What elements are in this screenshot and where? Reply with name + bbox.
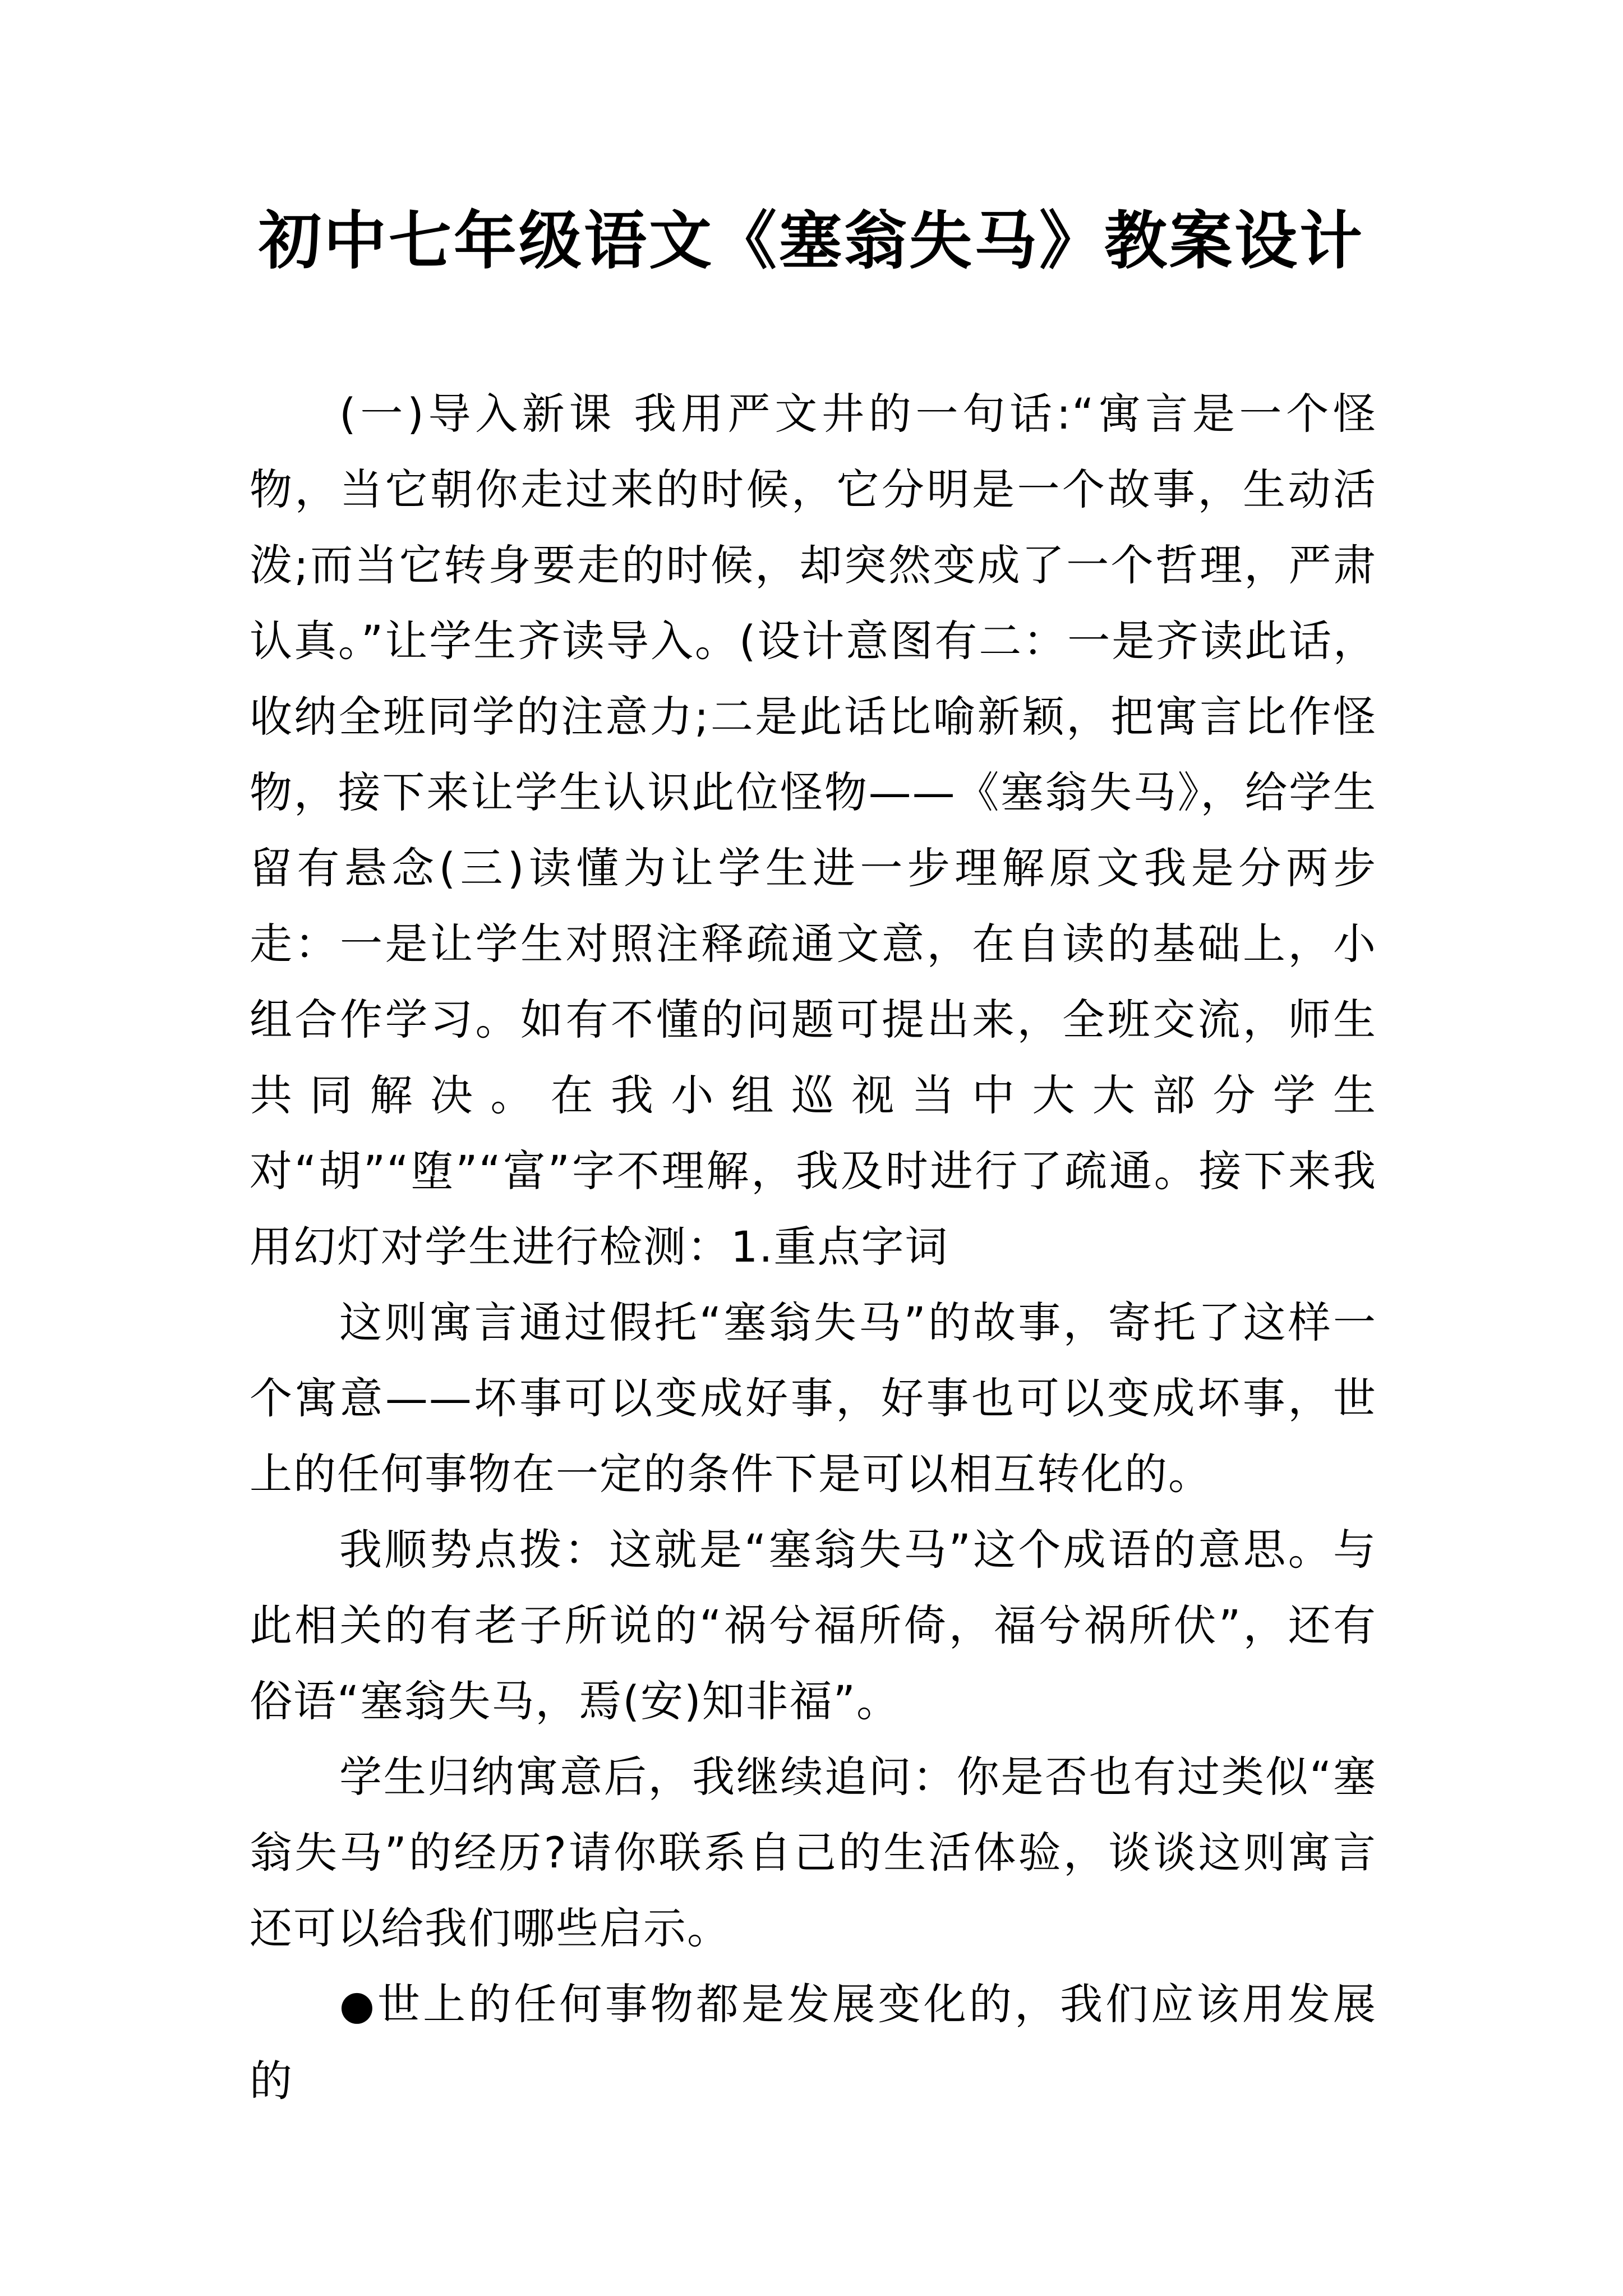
document-body — [250, 376, 1377, 2119]
paragraph-guidance: 我顺势点拨：这就是“塞翁失马”这个成语的意思。与此相关的有老子所说的“祸兮福所倚，福兮祸所伏”，还有俗语“塞翁失马，焉(安)知非福”。 — [250, 1525, 1377, 1726]
document-title: 初中七年级语文《塞翁失马》教案设计 — [259, 204, 1364, 278]
paragraph-moral: 这则寓言通过假托“塞翁失马”的故事，寄托了这样一个寓意——坏事可以变成好事，好事也可以变成坏事，世上的任何事物在一定的条件下是可以相互转化的。 — [250, 1297, 1377, 1499]
bullet-item — [250, 1966, 1377, 2119]
paragraph-question: 学生归纳寓意后，我继续追问：你是否也有过类似“塞翁失马”的经历?请你联系自己的生活体验，谈谈这则寓言还可以给我们哪些启示。 — [250, 1752, 1377, 1953]
bullet-text: 世上的任何事物都是发展变化的，我们应该用发展的 — [250, 1979, 1377, 2106]
bullet-icon: ● — [339, 1981, 377, 2028]
paragraph-intro: (一)导入新课 我用严文井的一句话:“寓言是一个怪物，当它朝你走过来的时候，它分明是一个故事，生动活泼;而当它转身要走的时候，却突然变成了一个哲理，严肃认真。”让学生齐读导入。(设计意图有二：一是齐读此话，收纳全班同学的注意力;二是此话比喻新颖，把寓言比作怪物，接下来让学生认识此位怪物——《塞翁失马》，给学生留有悬念(三)读懂为让学生进一步理解原文我是分两步走：一是让学生对照注释疏通文意，在自读的基础上，小组合作学习。如有不懂的问题可提出来，全班交流，师生共同解决。在我小组巡视当中大大部分学生对“胡”“堕”“富”字不理解，我及时进行了疏通。接下来我用幻灯对学生进行检测：1.重点字词 — [250, 389, 1377, 1272]
